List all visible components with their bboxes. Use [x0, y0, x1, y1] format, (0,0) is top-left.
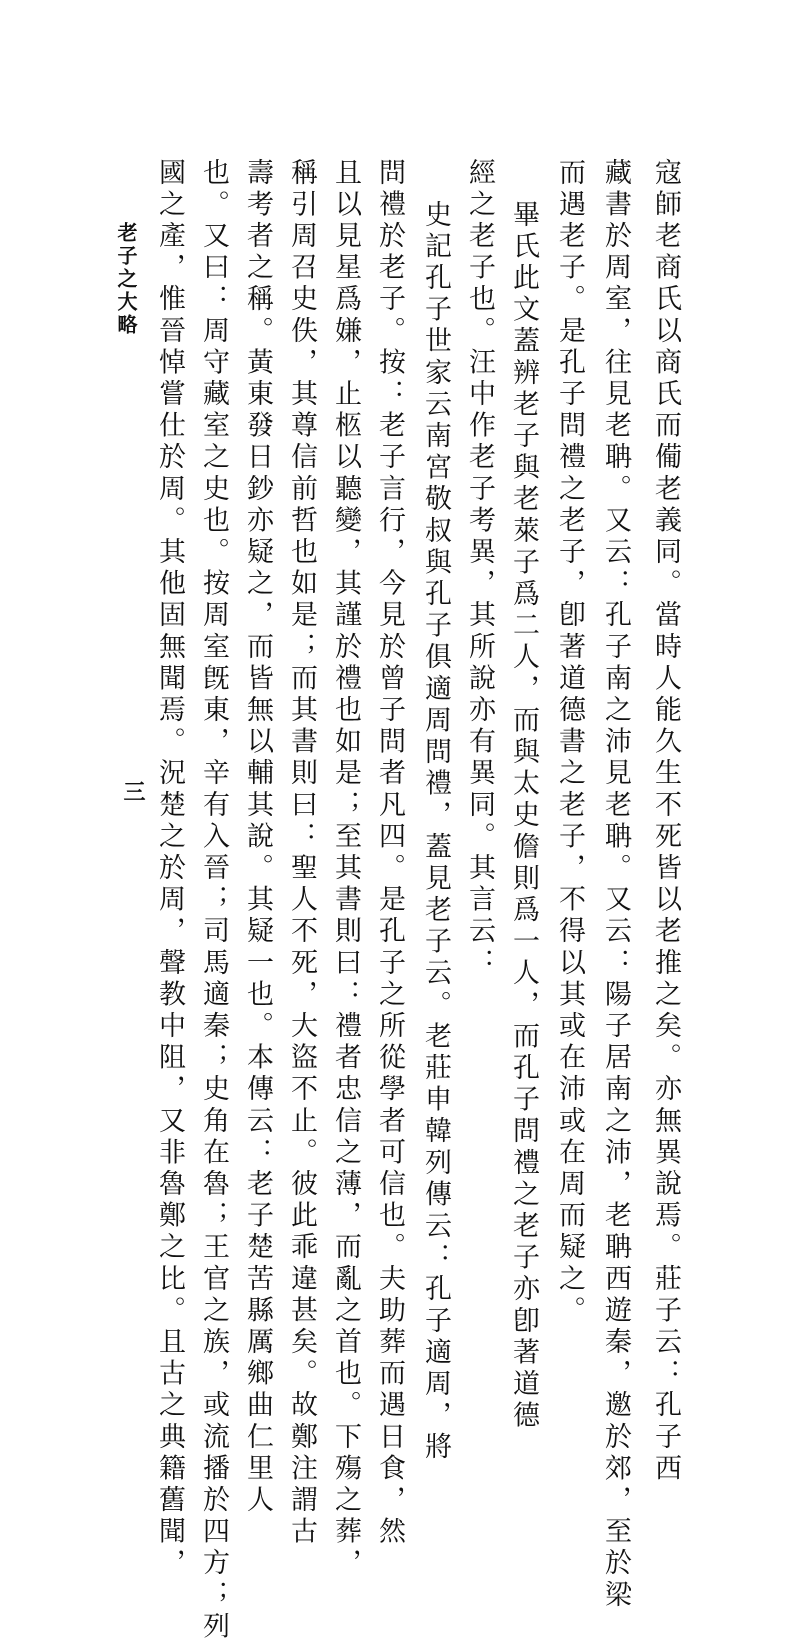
text-column-4: 畢氏此文蓋辨老子與老萊子爲二人，而與太史儋則爲一人，而孔子問禮之老子亦卽著道德: [508, 200, 539, 1433]
running-header: 老子之大略: [114, 222, 138, 337]
text-column-6: 史記孔子世家云南宮敬叔與孔子俱適周問禮，蓋見老子云。老莊申韓列傳云：孔子適周，將: [420, 200, 451, 1464]
text-column-9: 稱引周召史佚，其尊信前哲也如是；而其書則曰：聖人不死，大盜不止。彼此乖違甚矣。故鄭注謂古: [286, 158, 317, 1549]
text-column-10: 壽考者之稱。黃東發日鈔亦疑之，而皆無以輔其說。其疑一也。本傳云：老子楚苦縣厲鄉曲仁里人: [242, 158, 273, 1517]
text-column-3: 而遇老子。是孔子問禮之老子，卽著道德書之老子，不得以其或在沛或在周而疑之。: [554, 158, 585, 1328]
text-column-11: 也。又曰：周守藏室之史也。按周室旣東，辛有入晉；司馬適秦；史角在魯；王官之族，或流播於四方；列: [198, 158, 229, 1643]
text-column-8: 且以見星爲嫌，止柩以聽變，其謹於禮也如是；至其書則曰：禮者忠信之薄，而亂之首也。下殤之葬，: [330, 158, 361, 1580]
text-column-1: 寇師老商氏以商氏而僃老義同。當時人能久生不死皆以老推之矣。亦無異說焉。莊子云：孔子西: [650, 158, 681, 1486]
text-column-7: 問禮於老子。按：老子言行，今見於曾子問者凡四。是孔子之所從學者可信也。夫助葬而遇日食，然: [374, 158, 405, 1549]
text-column-12: 國之產，惟晉悼嘗仕於周。其他固無聞焉。況楚之於周，聲教中阻，又非魯鄭之比。且古之典籍舊聞，: [154, 158, 185, 1580]
text-column-5: 經之老子也。汪中作老子考異，其所說亦有異同。其言云：: [464, 158, 495, 980]
page-number: 三: [120, 780, 146, 802]
text-column-2: 藏書於周室，往見老聃。又云：孔子南之沛見老聃。又云：陽子居南之沛，老聃西遊秦，邀於郊，至於梁: [600, 158, 631, 1612]
